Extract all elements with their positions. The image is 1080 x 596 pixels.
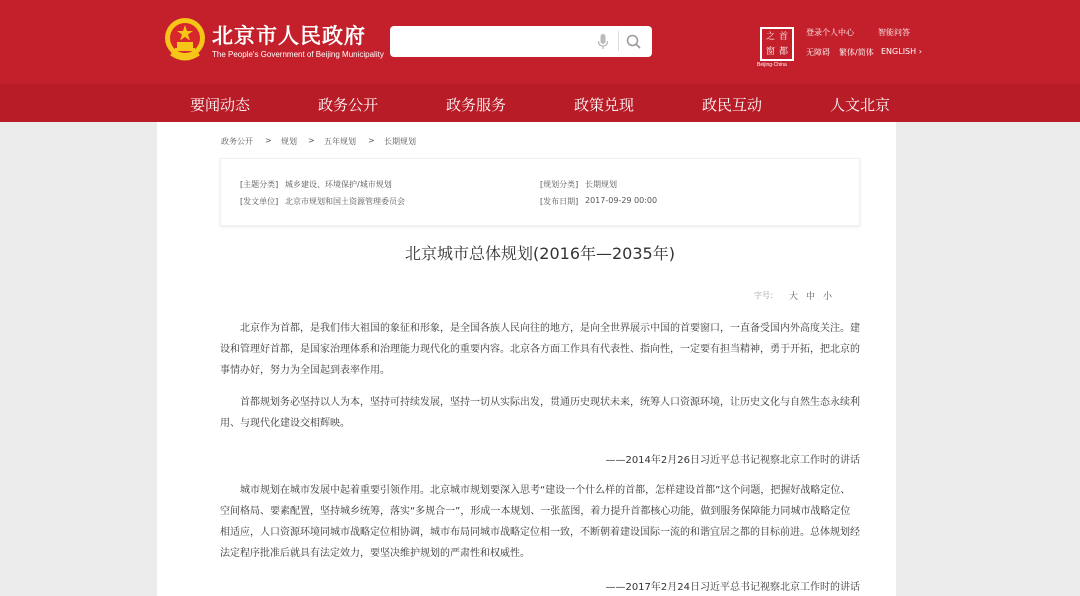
accessibility-link[interactable]: 无障碍 [806,48,830,57]
shoudu-window-logo[interactable] [760,27,794,61]
logo-char: 窗 [766,47,776,57]
breadcrumb-item[interactable]: 政务公开 [221,137,253,146]
nav-item-news[interactable]: 要闻动态 [190,96,251,114]
site-name-english[interactable]: The People's Government of Beijing Municipality [212,50,384,59]
traditional-simplified-link[interactable]: 繁体/简体 [839,48,874,57]
breadcrumb-item[interactable]: 规划 [281,137,297,146]
meta-topic-label: [主题分类] [240,180,279,189]
nav-item-policy[interactable]: 政策兑现 [574,96,635,114]
article-quote-source: ——2017年2月24日习近平总书记视察北京工作时的讲话 [605,582,860,593]
meta-topic: 城乡建设、环境保护/城市规划 [285,180,392,189]
fontsize-medium-button[interactable]: 中 [806,292,816,302]
article-title: 北京城市总体规划(2016年—2035年) [405,244,675,263]
article-paragraph: 北京作为首都，是我们伟大祖国的象征和形象，是全国各族人民向往的地方，是向全世界展示中国的首要窗口，一直备受国内外高度关注。建设和管理好首都，是国家治理体系和治理能力现代化的重要内容。北京各方面工作具有代表性、指向性，一定要有担当精神，勇于开拓，把北京的事情办好，努力为全国起到表率作用。 [220,323,860,376]
meta-issuer-label: [发文单位] [240,197,279,206]
search-input[interactable] [398,31,588,52]
meta-issuer: 北京市规划和国土资源管理委员会 [285,197,405,206]
breadcrumb-separator: > [368,136,375,145]
article-paragraph: 首都规划务必坚持以人为本，坚持可持续发展，坚持一切从实际出发，贯通历史现状未来，统筹人口资源环境，让历史文化与自然生态永续利用、与现代化建设交相辉映。 [220,397,860,429]
nav-item-culture[interactable]: 人文北京 [830,96,891,114]
site-name[interactable]: 北京市人民政府 [212,24,366,48]
fontsize-label: 字号： [754,291,778,300]
microphone-icon[interactable] [596,33,610,51]
logo-char: 首 [779,32,789,42]
national-emblem-icon[interactable] [163,16,207,64]
logo-char: 都 [779,47,789,57]
search-box [390,26,652,57]
logo-caption: Beijing·China [757,62,787,68]
fontsize-large-button[interactable]: 大 [789,292,799,302]
article-paragraph: 城市规划在城市发展中起着重要引领作用。北京城市规划要深入思考“建设一个什么样的首都，怎样建设首都”这个问题，把握好战略定位、空间格局、要素配置，坚持城乡统筹，落实“多规合一”，形成一本规划、一张蓝图，着力提升首都核心功能，做到服务保障能力同城市战略定位相适应，人口资源环境同城市战略定位相协调，城市布局同城市战略定位相一致，不断朝着建设国际一流的和谐宜居之都的目标前进。总体规划经法定程序批准后就具有法定效力，要坚决维护规划的严肃性和权威性。 [220,485,860,559]
nav-item-interaction[interactable]: 政民互动 [702,96,763,114]
nav-item-gov-affairs[interactable]: 政务公开 [318,96,379,114]
meta-date: 2017-09-29 00:00 [585,196,658,205]
logo-char: 之 [766,32,776,42]
nav-item-gov-services[interactable]: 政务服务 [446,96,507,114]
search-divider [618,31,619,51]
search-icon[interactable] [624,32,644,52]
breadcrumb-item[interactable]: 长期规划 [384,137,416,146]
article-quote-source: ——2014年2月26日习近平总书记视察北京工作时的讲话 [605,455,860,466]
breadcrumb-separator: > [308,136,315,145]
login-link[interactable]: 登录个人中心 [806,28,854,37]
meta-plan-label: [规划分类] [540,180,579,189]
article-meta-box [220,158,860,226]
meta-plan: 长期规划 [585,180,617,189]
fontsize-small-button[interactable]: 小 [823,292,833,302]
smart-qa-link[interactable]: 智能问答 [878,28,910,37]
english-link[interactable]: ENGLISH › [881,47,922,56]
meta-date-label: [发布日期] [540,197,579,206]
main-nav [0,84,1080,122]
breadcrumb-separator: > [265,136,272,145]
breadcrumb-item[interactable]: 五年规划 [324,137,356,146]
